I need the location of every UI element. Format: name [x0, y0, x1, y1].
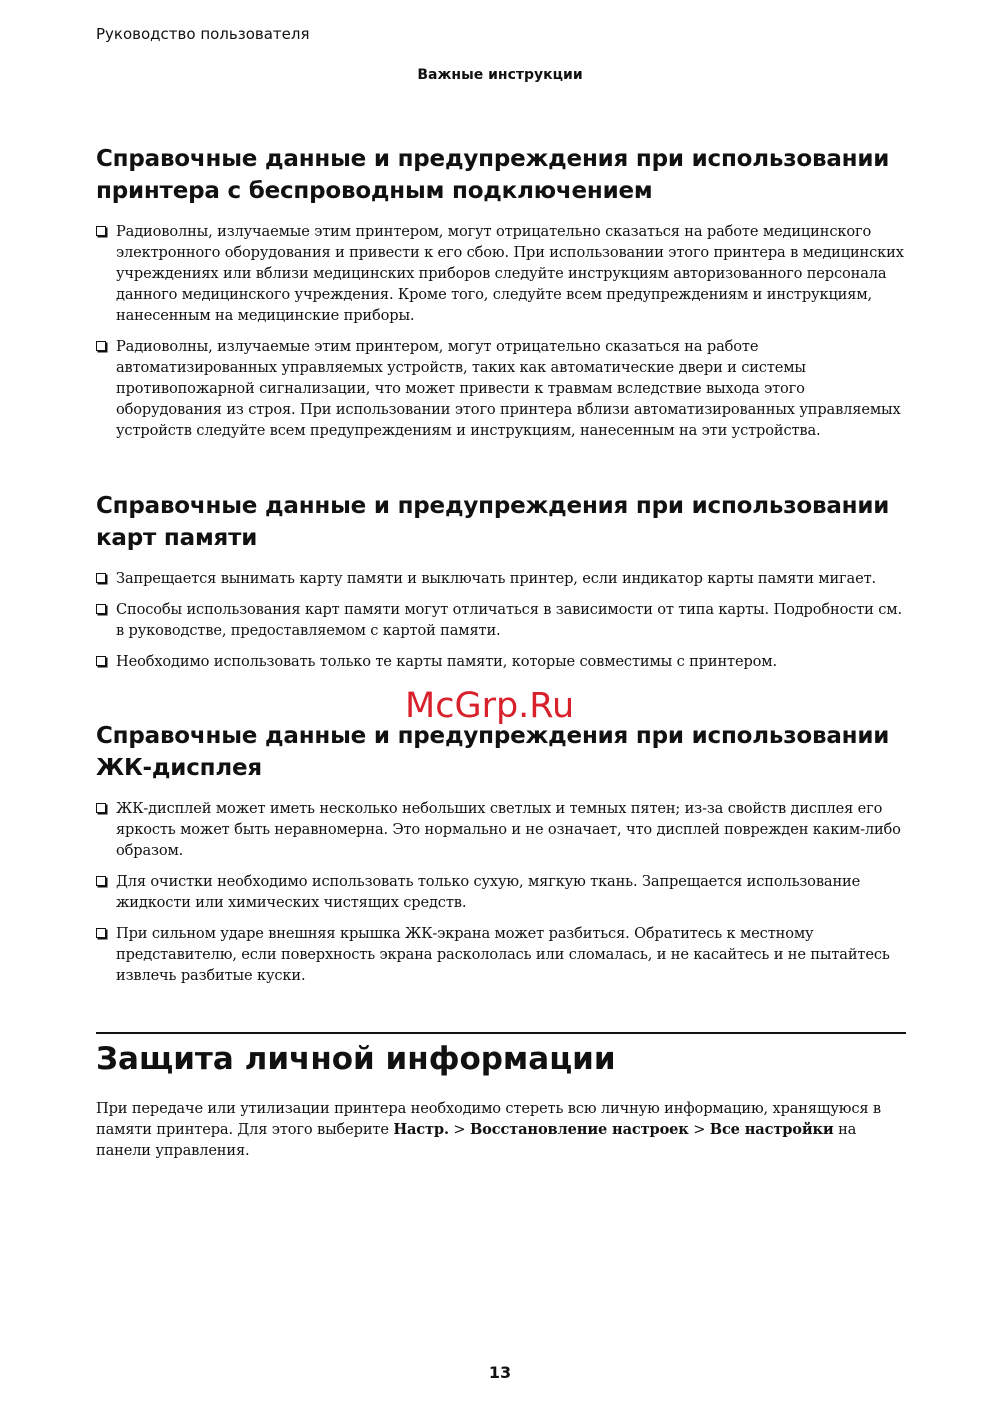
list-item: Запрещается вынимать карту памяти и выключать принтер, если индикатор карты памяти мигает. — [96, 568, 908, 589]
section-title: Справочные данные и предупреждения при использовании ЖК-дисплея — [96, 723, 890, 781]
privacy-heading: Защита личной информации — [96, 1041, 616, 1077]
list-item: При сильном ударе внешняя крышка ЖК-экрана может разбиться. Обратитесь к местному представителю, если поверхность экрана раскололась или сломалась, и не касайтесь и не пытайтесь извлечь разбитые куски. — [96, 923, 908, 986]
menu-path-restore: Восстановление настроек — [469, 1121, 689, 1138]
checkbox-bullet-icon — [96, 928, 106, 938]
privacy-paragraph: При передаче или утилизации принтера необходимо стереть всю личную информацию, хранящуюся в памяти принтера. Для этого выберите Настр. > Восстановление настроек > Все настройки на панели управления. — [96, 1100, 881, 1159]
section-title: Справочные данные и предупреждения при использовании принтера с беспроводным подключением — [96, 146, 890, 204]
checkbox-bullet-icon — [96, 226, 106, 236]
bullet-list — [96, 568, 908, 672]
checkbox-bullet-icon — [96, 573, 106, 583]
list-item: Для очистки необходимо использовать только сухую, мягкую ткань. Запрещается использование жидкости или химических чистящих средств. — [96, 871, 908, 913]
list-item: Необходимо использовать только те карты памяти, которые совместимы с принтером. — [96, 651, 908, 672]
page-number: 13 — [488, 1363, 512, 1382]
section-title: Справочные данные и предупреждения при использовании карт памяти — [96, 493, 890, 551]
checkbox-bullet-icon — [96, 604, 106, 614]
list-item: Радиоволны, излучаемые этим принтером, могут отрицательно сказаться на работе автоматизированных управляемых устройств, таких как автоматические двери и системы противопожарной сигнализации, что может привести к травмам вследствие выхода этого оборудования из строя. При использовании этого принтера вблизи автоматизированных управляемых устройств следуйте всем предупреждениям и инструкциям, нанесенным на эти устройства. — [96, 336, 908, 441]
chapter-title: Важные инструкции — [417, 67, 583, 83]
menu-path-settings: Настр. — [393, 1121, 449, 1138]
bullet-list — [96, 798, 908, 986]
section-divider — [96, 1032, 906, 1034]
checkbox-bullet-icon — [96, 803, 106, 813]
list-item: Способы использования карт памяти могут отличаться в зависимости от типа карты. Подробности см. в руководстве, предоставляемом с картой памяти. — [96, 599, 908, 641]
list-item: ЖК-дисплей может иметь несколько небольших светлых и темных пятен; из-за свойств дисплея его яркость может быть неравномерна. Это нормально и не означает, что дисплей поврежден каким-либо образом. — [96, 798, 908, 861]
section-wireless — [96, 143, 908, 441]
menu-path-all-settings: Все настройки — [709, 1121, 834, 1138]
running-header: Руководство пользователя — [96, 25, 310, 43]
checkbox-bullet-icon — [96, 341, 106, 351]
checkbox-bullet-icon — [96, 656, 106, 666]
section-lcd — [96, 720, 908, 986]
watermark: McGrp.Ru — [405, 686, 575, 726]
checkbox-bullet-icon — [96, 876, 106, 886]
section-memory-cards — [96, 490, 908, 672]
list-item: Радиоволны, излучаемые этим принтером, могут отрицательно сказаться на работе медицинского электронного оборудования и привести к его сбою. При использовании этого принтера в медицинских учреждениях или вблизи медицинских приборов следуйте инструкциям авторизованного персонала данного медицинского учреждения. Кроме того, следуйте всем предупреждениям и инструкциям, нанесенным на медицинские приборы. — [96, 221, 908, 326]
bullet-list — [96, 221, 908, 441]
